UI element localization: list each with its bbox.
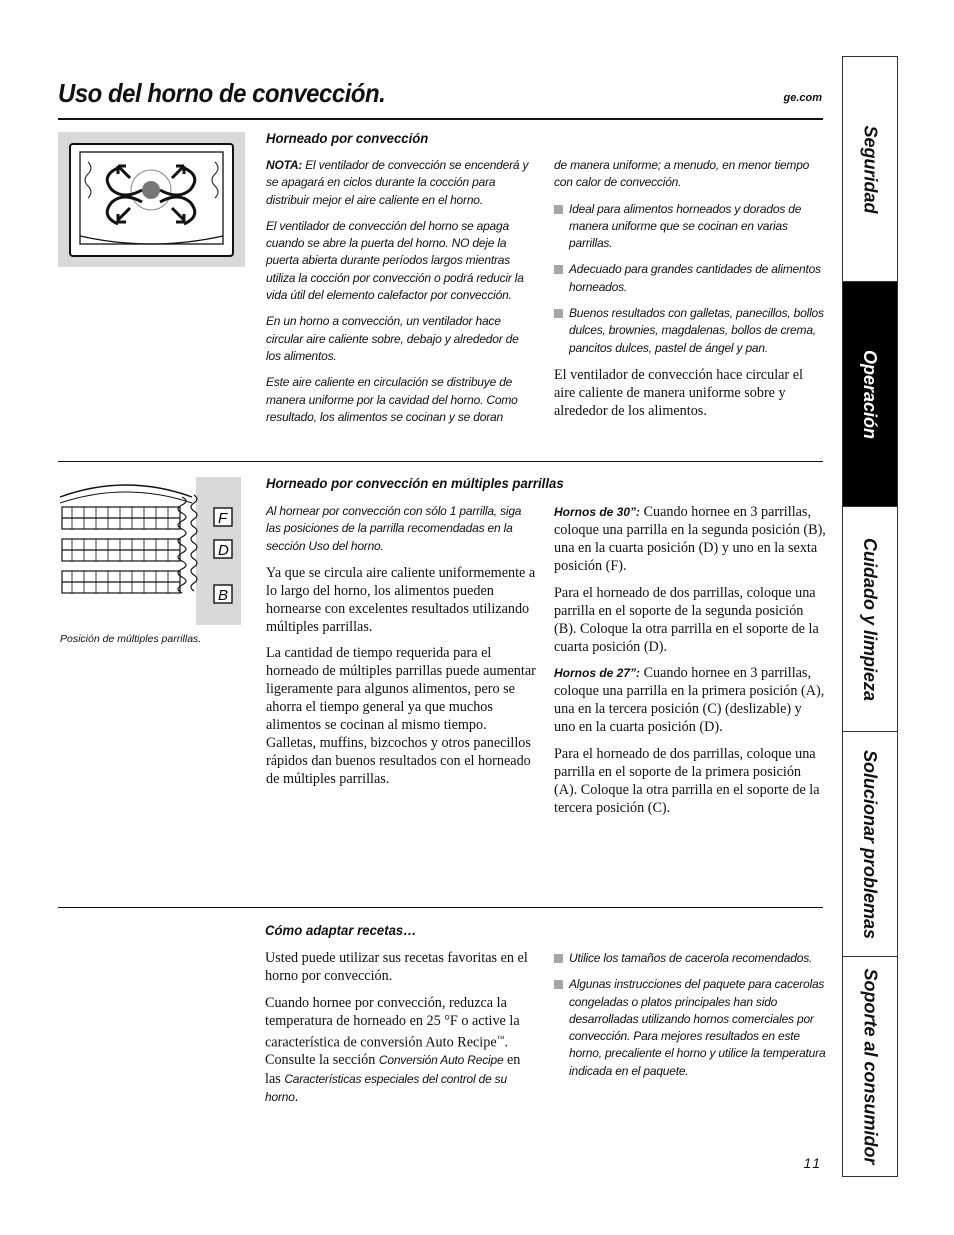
figure-caption: Posición de múltiples parrillas. (60, 633, 202, 645)
bullet-item: Ideal para alimentos horneados y dorados de manera uniforme que se cocinan en varias parrillas. (554, 201, 824, 253)
note-label: NOTA: (266, 158, 303, 172)
section-heading-adapt-recipes: Cómo adaptar recetas… (265, 922, 417, 938)
oven-fan-diagram (58, 132, 245, 267)
paragraph: Para el horneado de dos parrillas, coloque una parrilla en el soporte de la segunda posición (B). Coloque la otra parrilla en el soporte de la cuarta posición (D). (554, 584, 819, 655)
site-url: ge.com (783, 92, 822, 104)
trademark: ™ (496, 1033, 505, 1043)
section3-right-column (554, 950, 826, 1089)
oven-27-text: Cuando hornee en 3 parrillas, coloque una parrilla en la primera posición (A), una en la tercera posición (C) (deslizable) y uno en la cuarta posición (D). (554, 665, 825, 735)
tab-soporte-al-consumidor[interactable] (843, 957, 897, 1176)
note-text: El ventilador de convección se encenderá y se apagará en ciclos durante la cocción para distribuir mejor el aire caliente en el horno. (266, 158, 529, 207)
section1-right-column (554, 157, 824, 428)
paragraph: Usted puede utilizar sus recetas favoritas en el horno por convección. (265, 950, 528, 984)
oven-30-label: Hornos de 30”: (554, 505, 641, 519)
text: . Consulte la sección (265, 1034, 509, 1069)
section1-left-column (266, 157, 536, 435)
rack-label-d: D (218, 542, 229, 559)
section-heading-convection-baking: Horneado por convección (266, 130, 429, 146)
bullet-item: Utilice los tamaños de cacerola recomendados. (554, 950, 826, 967)
italic-text: Conversión Auto Recipe (378, 1053, 504, 1068)
tab-seguridad[interactable] (843, 57, 897, 281)
tab-label: Soporte al consumidor (860, 968, 881, 1165)
oven-30-text: Cuando hornee en 3 parrillas, coloque una parrilla en la segunda posición (B), una en la cuarta posición (D) y uno en la sexta posición (F). (554, 504, 826, 574)
rack-positions-diagram (56, 477, 241, 625)
convection-oven-illustration (58, 132, 245, 267)
header-rule (58, 118, 823, 120)
text: . (294, 1088, 299, 1105)
tab-label: Seguridad (860, 124, 881, 214)
section-divider (58, 461, 823, 462)
page-title: Uso del horno de convección. (58, 78, 386, 108)
section3-left-column (265, 949, 537, 1115)
auto-recipe-paragraph (265, 994, 537, 1107)
oven-30-paragraph (554, 503, 826, 575)
tab-label: Operación (860, 349, 881, 439)
paragraph: Este aire caliente en circulación se distribuye de manera uniforme por la cavidad del horno. Como resultado, los alimentos se cocinan y se doran (266, 375, 518, 424)
italic-text: Características especiales del control de su horno (265, 1071, 507, 1104)
paragraph: En un horno a convección, un ventilador hace circular aire caliente sobre, debajo y alrededor de los alimentos. (266, 314, 519, 363)
page-number: 11 (803, 1155, 822, 1171)
note-paragraph (266, 157, 536, 209)
bullet-item: Adecuado para grandes cantidades de alimentos horneados. (554, 261, 824, 296)
paragraph: La cantidad de tiempo requerida para el horneado de múltiples parrillas puede aumentar ligeramente para algunos alimentos, pero se ahorra el tiempo general ya que muchos alimentos se cocinan al mismo tiempo. Galletas, muffins, bizcochos y otros panecillos rápidos dan buenos resultados con el horneado de múltiples parrillas. (266, 645, 536, 788)
multiple-racks-illustration (56, 477, 241, 625)
rack-label-f: F (218, 510, 228, 527)
bullet-item: Buenos resultados con galletas, panecillos, bollos dulces, brownies, magdalenas, bollos de crema, pancitos dulces, pastel de ángel y pan. (554, 305, 824, 357)
paragraph-continued: de manera uniforme; a menudo, en menor tiempo con calor de convección. (554, 158, 810, 190)
tab-label: Solucionar problemas (860, 749, 881, 939)
section-heading-multi-rack: Horneado por convección en múltiples parrillas (266, 475, 564, 491)
section2-left-column (266, 503, 538, 797)
rack-label-b: B (218, 587, 229, 604)
paragraph: Ya que se circula aire caliente uniformemente a lo largo del horno, los alimentos pueden hornearse con excelentes resultados utilizando múltiples parrillas. (266, 564, 536, 635)
tab-operacion[interactable] (843, 282, 897, 506)
paragraph: El ventilador de convección hace circular el aire caliente de manera uniforme sobre y alrededor de los alimentos. (554, 366, 803, 419)
oven-27-label: Hornos de 27”: (554, 666, 641, 680)
section2-right-column (554, 503, 826, 825)
text: Cuando hornee por convección, reduzca la temperatura de horneado en 25 °F o active la característica de conversión Auto Recipe (265, 994, 520, 1051)
tab-solucionar-problemas[interactable] (843, 732, 897, 956)
paragraph: Al hornear por convección con sólo 1 parrilla, siga las posiciones de la parrilla recomendadas en la sección Uso del horno. (266, 504, 522, 553)
paragraph: Para el horneado de dos parrillas, coloque una parrilla en el soporte de la primera posición (A). Coloque la otra parrilla en el soporte de la tercera posición (C). (554, 745, 820, 816)
paragraph: El ventilador de convección del horno se apaga cuando se abre la puerta del horno. NO deje la puerta abierta durante períodos largos mientras utiliza la cocción por convección o podrá reducir la vida útil del elemento calefactor por convección. (266, 218, 524, 303)
text: en las (265, 1052, 521, 1087)
bullet-item: Algunas instrucciones del paquete para cacerolas congeladas o platos principales han sido desarrolladas utilizando hornos comerciales por convección. Para mejores resultados en este horno, precaliente el horno y utilice la temperatura indicada en el paquete. (554, 976, 826, 1080)
oven-27-paragraph (554, 664, 826, 736)
section-divider (58, 907, 823, 908)
tab-label: Cuidado y limpieza (860, 537, 881, 701)
tab-cuidado-y-limpieza[interactable] (843, 507, 897, 731)
section-sidebar (842, 56, 898, 1177)
